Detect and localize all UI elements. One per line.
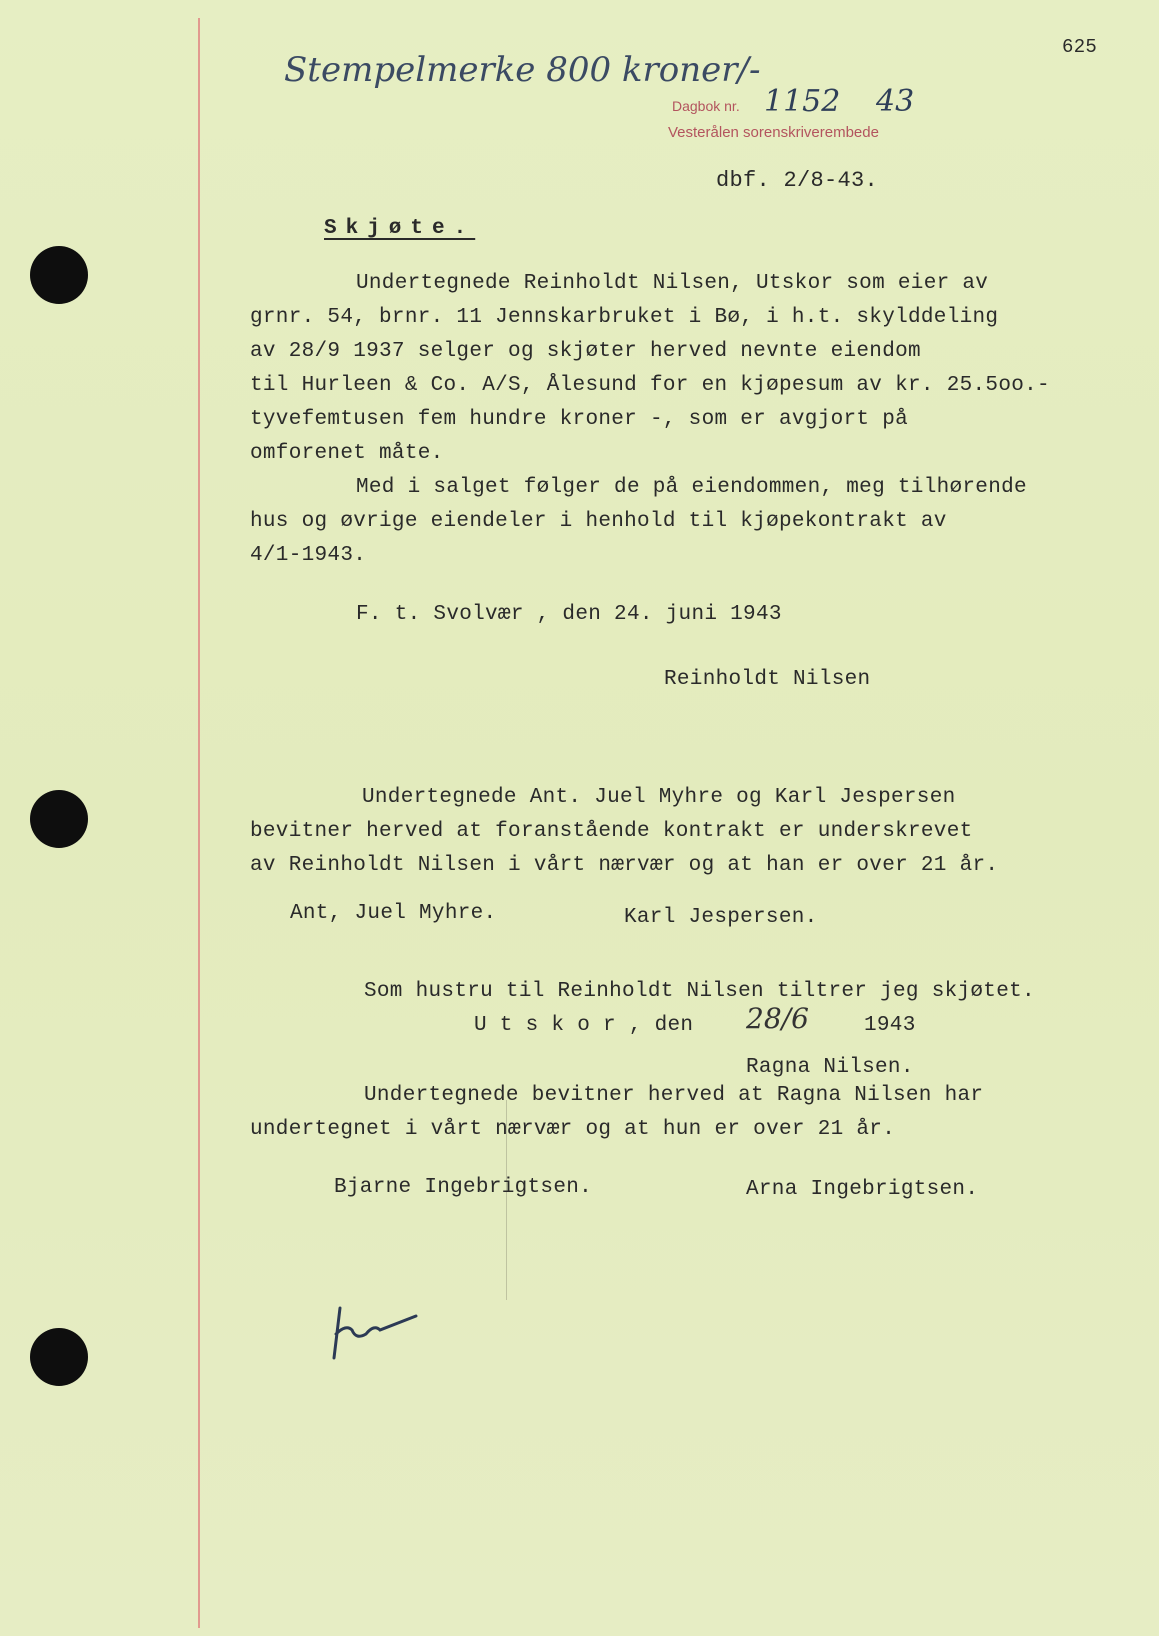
handwritten-header: Stempelmerke 800 kroner/- [284,50,761,90]
dbf-note: dbf. 2/8-43. [716,168,879,193]
witness2-line: Undertegnede bevitner herved at Ragna Nilsen har [364,1084,984,1107]
body-line: hus og øvrige eiendeler i henhold til kjøpekontrakt av [250,510,947,533]
body-line: tyvefemtusen fem hundre kroner -, som er avgjort på [250,408,909,431]
witness-signature-2: Karl Jespersen. [624,906,818,929]
initials-signature [330,1300,420,1360]
witness-line: Undertegnede Ant. Juel Myhre og Karl Jespersen [362,786,956,809]
witness2-signature-2: Arna Ingebrigtsen. [746,1178,979,1201]
body-line: 4/1-1943. [250,544,367,567]
place-date-2-year: 1943 [864,1014,916,1037]
stamp-suffix: 43 [876,84,915,119]
body-line: Med i salget følger de på eiendommen, meg tilhørende [356,476,1027,499]
stamp-number: 1152 [764,84,841,119]
place-date-1: F. t. Svolvær , den 24. juni 1943 [356,603,782,626]
punch-hole-top [30,246,88,304]
body-line: til Hurleen & Co. A/S, Ålesund for en kjøpesum av kr. 25.5oo.- [250,374,1050,397]
punch-hole-middle [30,790,88,848]
page-number: 625 [1062,36,1098,58]
witness2-line: undertegnet i vårt nærvær og at hun er over 21 år. [250,1118,896,1141]
document-title: Skjøte. [324,217,476,240]
place-date-2: U t s k o r , den [474,1014,694,1037]
margin-line [198,18,200,1628]
witness2-signature-1: Bjarne Ingebrigtsen. [334,1176,593,1199]
witness-line: av Reinholdt Nilsen i vårt nærvær og at han er over 21 år. [250,854,999,877]
place-date-2-day: 28/6 [746,1002,809,1035]
stamp-label: Dagbok nr. [672,98,740,114]
body-line: av 28/9 1937 selger og skjøter herved nevnte eiendom [250,340,921,363]
punch-hole-bottom [30,1328,88,1386]
witness-line: bevitner herved at foranstående kontrakt er underskrevet [250,820,973,843]
body-line: omforenet måte. [250,442,444,465]
stamp-office: Vesterålen sorenskriverembede [668,124,879,141]
spouse-consent: Som hustru til Reinholdt Nilsen tiltrer jeg skjøtet. [364,980,1035,1003]
signature-spouse: Ragna Nilsen. [746,1056,914,1079]
body-line: Undertegnede Reinholdt Nilsen, Utskor som eier av [356,272,989,295]
signature-seller: Reinholdt Nilsen [664,668,871,691]
body-line: grnr. 54, brnr. 11 Jennskarbruket i Bø, i h.t. skylddeling [250,306,999,329]
witness-signature-1: Ant, Juel Myhre. [290,902,497,925]
